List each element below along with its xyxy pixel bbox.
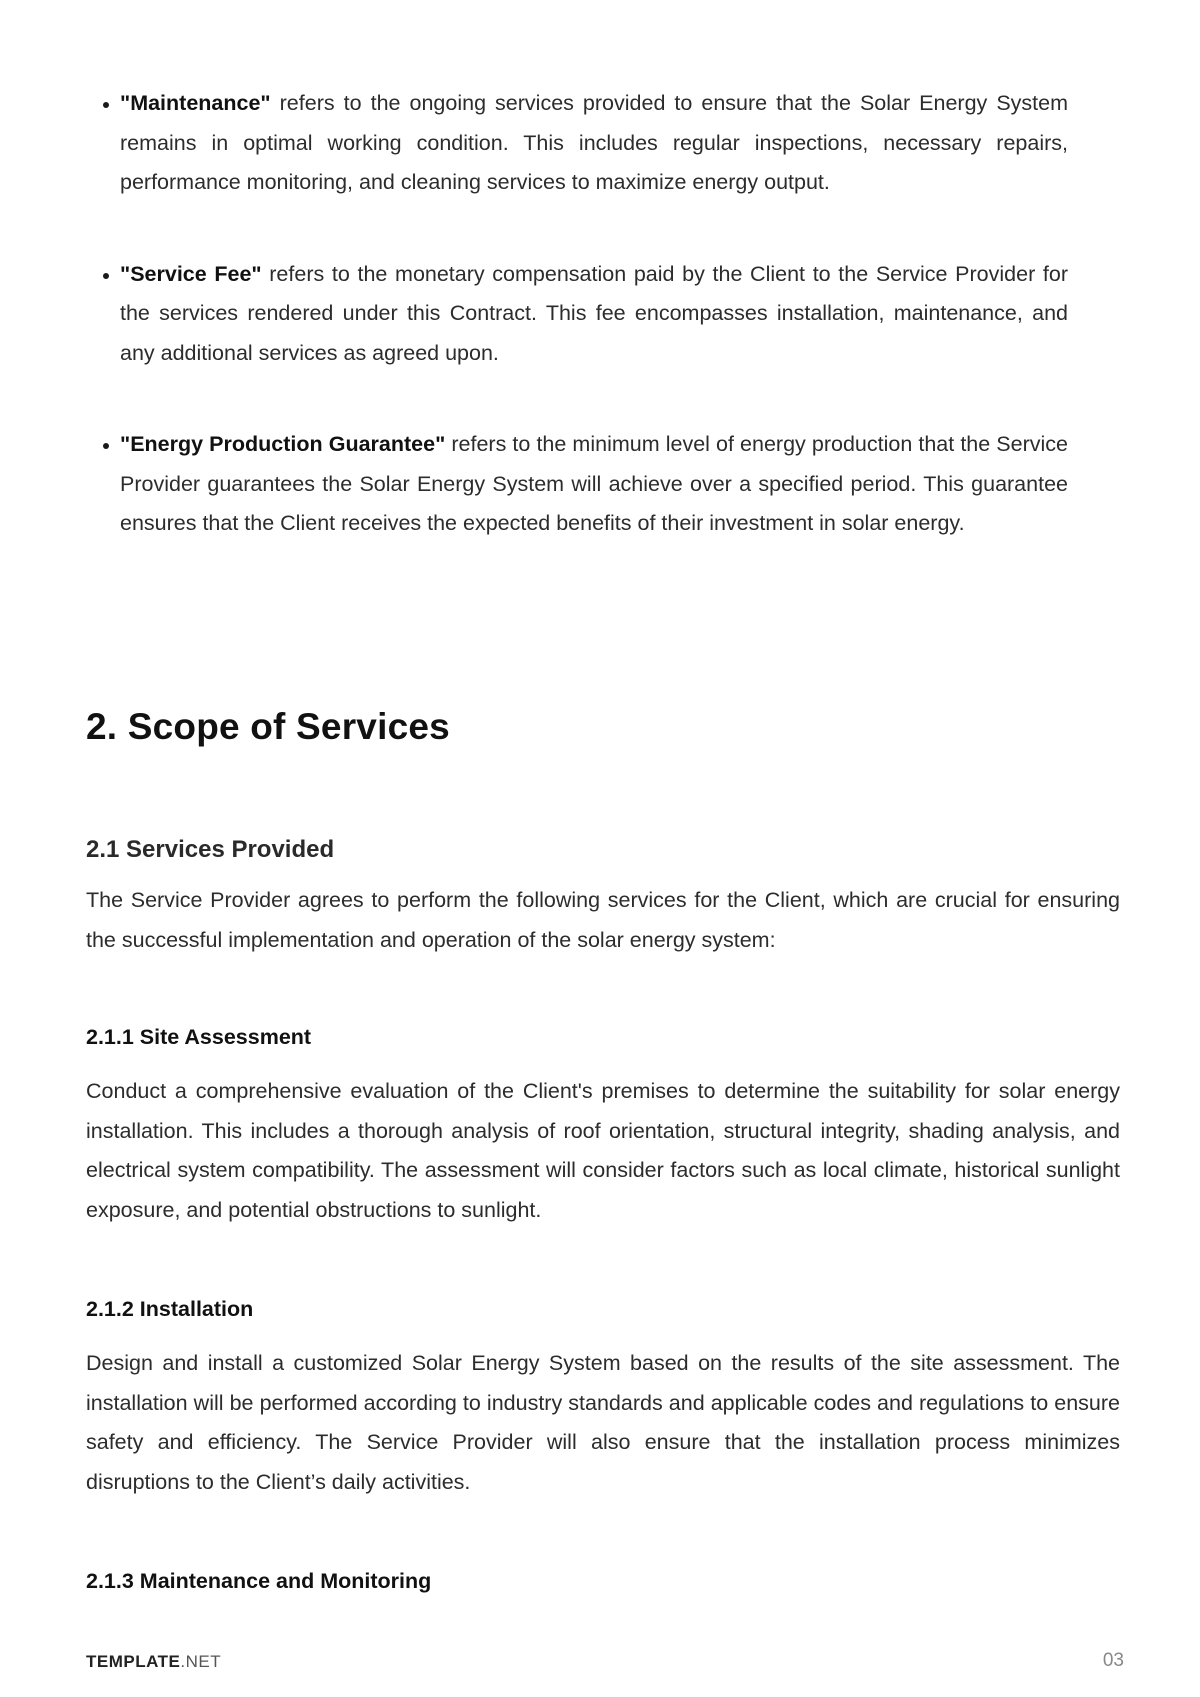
installation-body: Design and install a customized Solar Energy System based on the results of the site assessment. The installation will be performed according to industry standards and applicable codes and regulations to ensure safety and efficiency. The Service Provider will also ensure that the installation process minimizes disruptions to the Client’s daily activities. <box>86 1351 1120 1494</box>
definition-item <box>98 84 1068 203</box>
page-number: 03 <box>1102 1650 1124 1671</box>
definition-text: refers to the monetary compensation paid by the Client to the Service Provider for the services rendered under this Contract. This fee encompasses installation, maintenance, and any additional services as agreed upon. <box>120 261 1068 365</box>
subsection-heading: 2.1 Services Provided <box>86 836 335 863</box>
section-heading: 2. Scope of Services <box>86 706 450 747</box>
definition-text: refers to the ongoing services provided to ensure that the Solar Energy System remains in optimal working condition. This includes regular inspections, necessary repairs, performance monitoring, and cleaning services to maximize energy output. <box>120 91 1068 194</box>
site-assessment-body: Conduct a comprehensive evaluation of the Client's premises to determine the suitability for solar energy installation. This includes a thorough analysis of roof orientation, structural integrity, shading analysis, and electrical system compatibility. The assessment will consider factors such as local climate, historical sunlight exposure, and potential obstructions to sunlight. <box>86 1079 1120 1222</box>
definition-term: "Energy Production Guarantee" <box>120 432 446 456</box>
subsection-intro: The Service Provider agrees to perform the following services for the Client, which are crucial for ensuring the successful implementation and operation of the solar energy system: <box>86 888 1120 952</box>
definition-item <box>98 255 1068 374</box>
template-logo <box>86 1652 221 1672</box>
definition-term: "Maintenance" <box>120 91 271 115</box>
definition-term: "Service Fee" <box>120 261 262 286</box>
definitions-list <box>98 84 1068 596</box>
definition-text: refers to the minimum level of energy production that the Service Provider guarantees the Solar Energy System will achieve over a specified period. This guarantee ensures that the Client receives the expected benefits of their investment in solar energy. <box>120 432 1069 535</box>
logo-strong-text: TEMPLATE <box>86 1652 181 1671</box>
installation-heading: 2.1.2 Installation <box>86 1297 254 1321</box>
logo-light-text: .NET <box>180 1652 222 1671</box>
maintenance-monitoring-heading: 2.1.3 Maintenance and Monitoring <box>86 1569 432 1593</box>
definition-item <box>98 425 1068 544</box>
site-assessment-heading: 2.1.1 Site Assessment <box>86 1025 312 1049</box>
